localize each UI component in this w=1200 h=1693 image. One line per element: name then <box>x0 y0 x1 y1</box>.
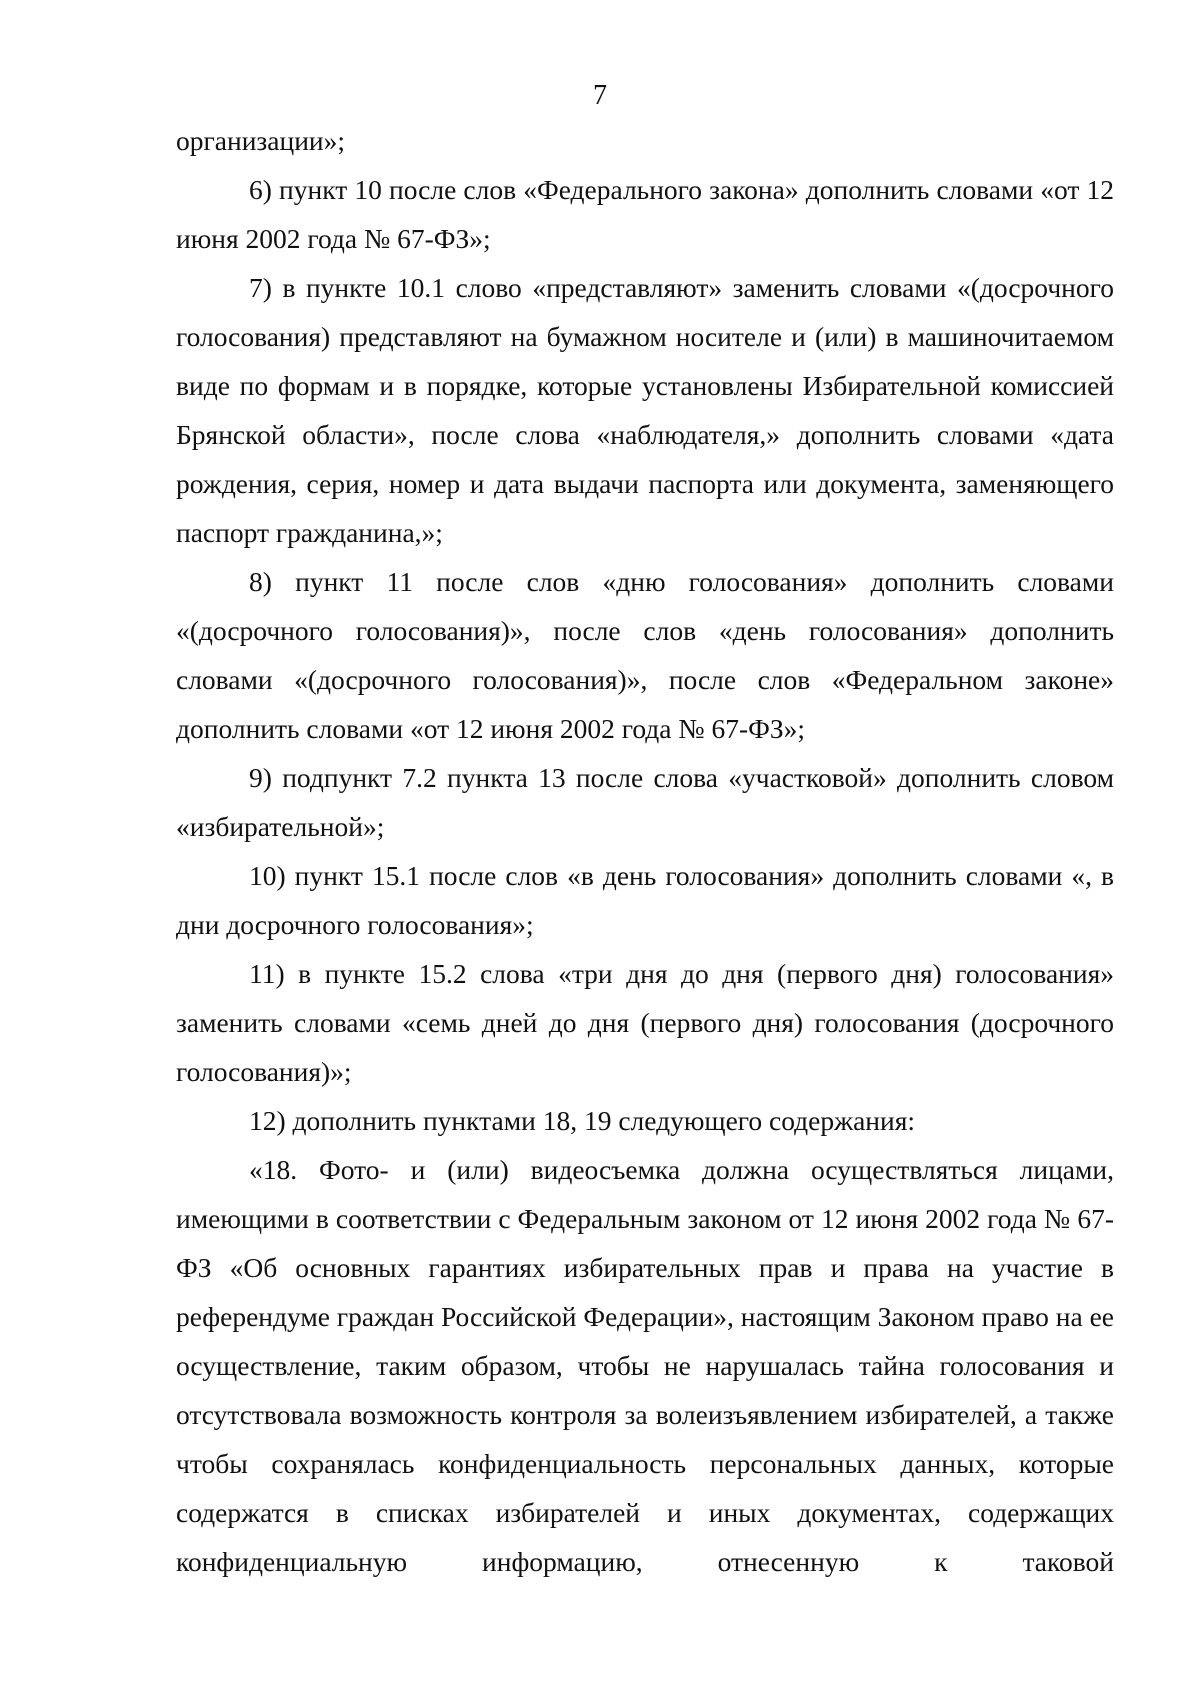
page-number: 7 <box>593 80 607 111</box>
paragraph: 8) пункт 11 после слов «дню голосования» дополнить словами «(досрочного голосования)», после слов «день голосования» дополнить словами «(досрочного голосования)», после слов «Федеральном законе» дополнить словами «от 12 июня 2002 года № 67-ФЗ»; <box>176 566 1114 744</box>
paragraph: 11) в пункте 15.2 слова «три дня до дня (первого дня) голосования» заменить словами «семь дней до дня (первого дня) голосования (досрочного голосования)»; <box>176 958 1114 1087</box>
paragraph: организации»; <box>176 125 346 156</box>
paragraph: 6) пункт 10 после слов «Федерального закона» дополнить словами «от 12 июня 2002 года № 67-ФЗ»; <box>176 174 1114 254</box>
paragraph: 12) дополнить пунктами 18, 19 следующего содержания: <box>249 1105 916 1136</box>
paragraph: 9) подпункт 7.2 пункта 13 после слова «участковой» дополнить словом «избирательной»; <box>176 762 1114 842</box>
paragraph: 7) в пункте 10.1 слово «представляют» заменить словами «(досрочного голосования) представляют на бумажном носителе и (или) в машиночитаемом виде по формам и в порядке, которые установлены Избирательной комиссией Брянской области», после слова «наблюдателя,» дополнить словами «дата рождения, серия, номер и дата выдачи паспорта или документа, заменяющего паспорт гражданина,»; <box>176 272 1114 548</box>
paragraph: «18. Фото- и (или) видеосъемка должна осуществляться лицами, имеющими в соответствии с Федеральным законом от 12 июня 2002 года № 67-ФЗ «Об основных гарантиях избирательных прав и права на участие в референдуме граждан Российской Федерации», настоящим Законом право на ее осуществление, таким образом, чтобы не нарушалась тайна голосования и отсутствовала возможность контроля за волеизъявлением избирателей, а также чтобы сохранялась конфиденциальность персональных данных, которые содержатся в списках избирателей и иных документах, содержащих конфиденциальную информацию, отнесенную к таковой <box>176 1154 1114 1577</box>
paragraph: 10) пункт 15.1 после слов «в день голосования» дополнить словами «, в дни досрочного голосования»; <box>176 860 1114 940</box>
document-body <box>176 116 1114 1586</box>
